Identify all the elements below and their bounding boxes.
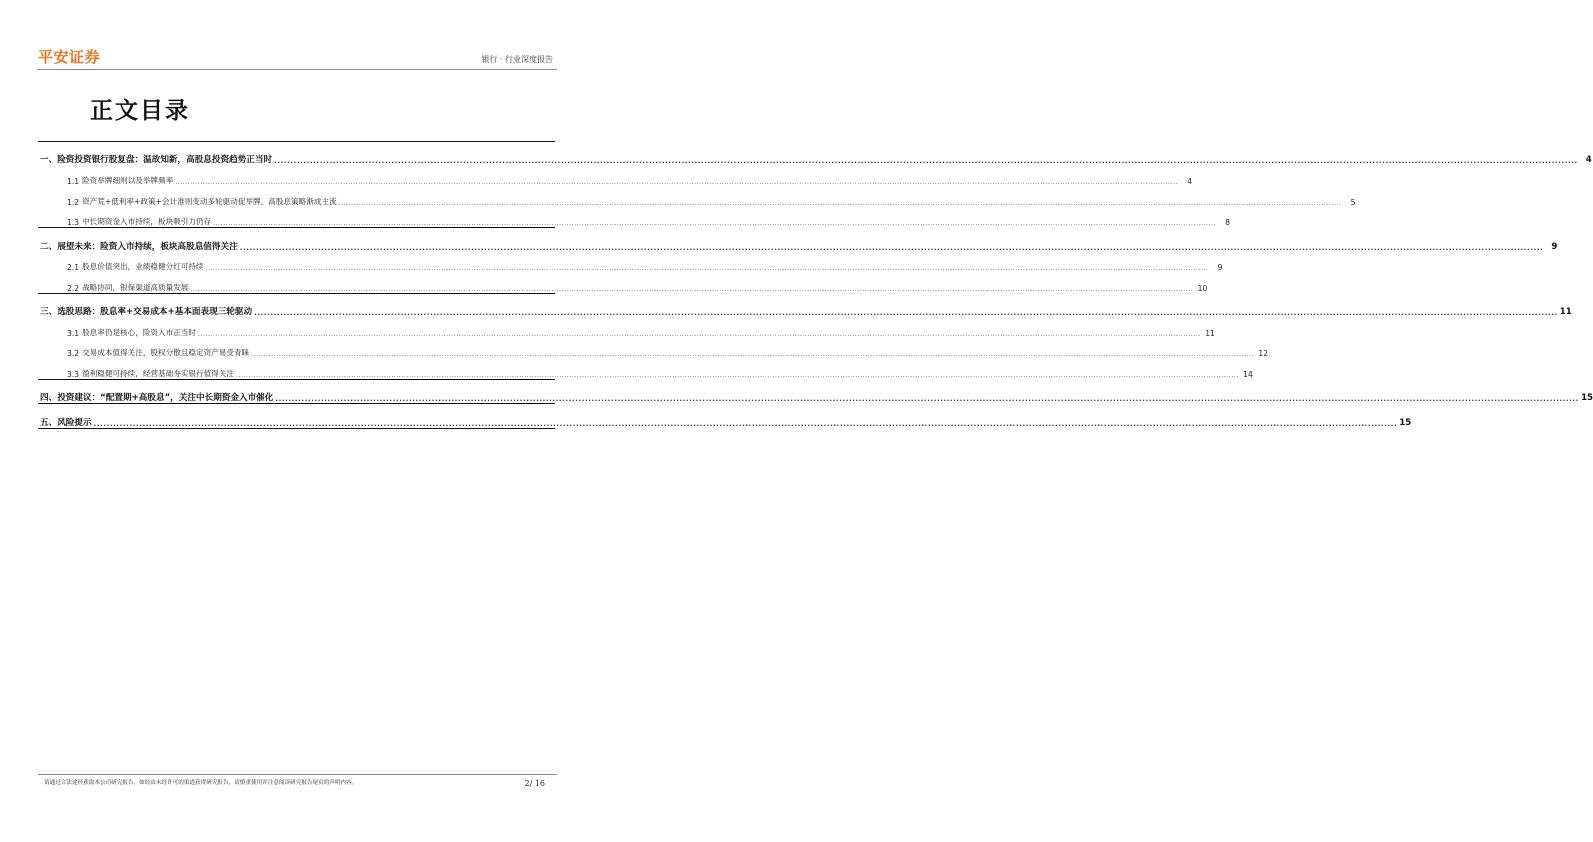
toc-number: 1.1 [67,176,80,186]
toc-leader-dots: ................................................................................................................................................................................................................................................................................................................................................................................................................ [190,285,1194,293]
toc-number: 2.2 [67,283,80,293]
toc-leader-dots: ................................................................................................................................................................................................................................................................................................................................................................................................................ [251,351,1255,359]
toc-page-number: 14 [1243,369,1253,379]
report-type-label: 银行 · 行业深度报告 [481,55,553,64]
toc-page-number: 9 [1551,241,1558,252]
toc-leader-dots: ................................................................................................................................................................................................................................................................................................................................................................................................................ [93,419,1398,428]
toc-section-row[interactable] [38,338,1269,359]
toc-number: 四、 [40,393,58,404]
toc-number: 二、 [40,241,58,252]
header-divider [38,69,557,70]
toc-leader-dots: ................................................................................................................................................................................................................................................................................................................................................................................................................ [275,395,1580,404]
toc-section-row[interactable] [38,252,1223,273]
toc-number: 1.3 [67,218,80,228]
toc-leader-dots: ................................................................................................................................................................................................................................................................................................................................................................................................................ [239,243,1544,252]
toc-section-row[interactable] [38,186,1356,207]
toc-leader-dots: ................................................................................................................................................................................................................................................................................................................................................................................................................ [254,309,1558,318]
toc-chapter-row[interactable] [38,379,1593,404]
toc-entry-title[interactable]: 资产荒+低利率+政策+会计准则变动多轮驱动促举牌，高股息策略渐成主流 [82,196,337,206]
toc-page-number: 15 [1399,417,1412,428]
toc-section-row[interactable] [38,272,1208,293]
toc-number: 3.1 [67,328,80,338]
toc-chapter-row[interactable] [38,293,1572,318]
toc-page-number: 8 [1225,218,1231,228]
toc-number: 1.2 [67,197,80,207]
toc-entry-title[interactable]: 险资举牌细则以及举牌频率 [82,175,174,185]
toc-leader-dots: ................................................................................................................................................................................................................................................................................................................................................................................................................ [274,157,1578,166]
footer-disclaimer: 请通过合法途径获取本公司研究报告，如经由未经许可的渠道获得研究报告，请慎重使用并注意阅读研究报告尾页的声明内容。 [44,780,358,786]
toc-page-number: 10 [1197,283,1208,293]
toc-leader-dots: ................................................................................................................................................................................................................................................................................................................................................................................................................ [338,199,1342,207]
toc-entry-title[interactable]: 股息率仍是核心，险资入市正当时 [82,327,196,337]
footer-divider [38,774,557,775]
toc-page-number: 15 [1581,393,1593,404]
toc-section-row[interactable] [38,165,1193,186]
toc-entry-title[interactable]: 战略协同，银保渠道高质量发展 [82,282,189,292]
toc-entry-title[interactable]: 投资建议：“配置期+高股息”，关注中长期资金入市催化 [57,393,274,404]
toc-leader-dots: ................................................................................................................................................................................................................................................................................................................................................................................................................ [235,371,1239,379]
toc-number: 三、 [40,307,58,318]
toc-entry-title[interactable]: 交易成本值得关注，股权分散且稳定资产易受青睐 [82,348,250,358]
toc-chapter-row[interactable] [38,227,1558,252]
toc-leader-dots: ................................................................................................................................................................................................................................................................................................................................................................................................................ [213,220,1217,228]
toc-page-number: 4 [1187,176,1193,186]
toc-page-number: 11 [1205,328,1215,338]
toc-section-row[interactable] [38,207,1231,228]
toc-leader-dots: ................................................................................................................................................................................................................................................................................................................................................................................................................ [205,265,1209,273]
toc-number: 3.2 [67,349,80,359]
toc-entry-title[interactable]: 股息价值突出，业绩稳健分红可持续 [82,262,204,272]
toc-number: 2.1 [67,263,80,273]
page-number: 2/ 16 [524,779,545,788]
toc-page-number: 5 [1350,197,1356,207]
toc-entry-title[interactable]: 中长期资金入市持续，板块吸引力仍存 [82,217,212,227]
toc-leader-dots: ................................................................................................................................................................................................................................................................................................................................................................................................................ [197,330,1201,338]
brand-logo: 平安证券 [38,48,101,66]
toc-entry-title[interactable]: 风险提示 [57,417,92,428]
toc-page-number: 12 [1258,349,1269,359]
toc-chapter-row[interactable] [38,403,1412,428]
toc-number: 五、 [40,417,58,428]
toc-entry-title[interactable]: 险资投资银行股复盘：温故知新，高股息投资趋势正当时 [57,155,273,166]
page-title: 正文目录 [90,98,190,124]
toc-page-number: 4 [1585,155,1592,166]
toc-entry-title[interactable]: 展望未来：险资入市持续，板块高股息值得关注 [57,241,238,252]
toc-page-number: 9 [1217,263,1223,273]
toc-section-row[interactable] [38,317,1215,338]
toc-entry-title[interactable]: 选股思路：股息率+交易成本+基本面表现三轮驱动 [57,307,253,318]
toc-section-row[interactable] [38,358,1253,379]
toc-number: 3.3 [67,369,80,379]
toc-page-number: 11 [1559,307,1572,318]
toc-entry-title[interactable]: 盈利稳健可持续，经营基础夯实银行值得关注 [82,368,234,378]
toc-chapter-row[interactable] [38,141,1592,166]
table-of-contents [38,141,1593,429]
toc-leader-dots: ................................................................................................................................................................................................................................................................................................................................................................................................................ [175,178,1179,186]
toc-number: 一、 [40,155,58,166]
